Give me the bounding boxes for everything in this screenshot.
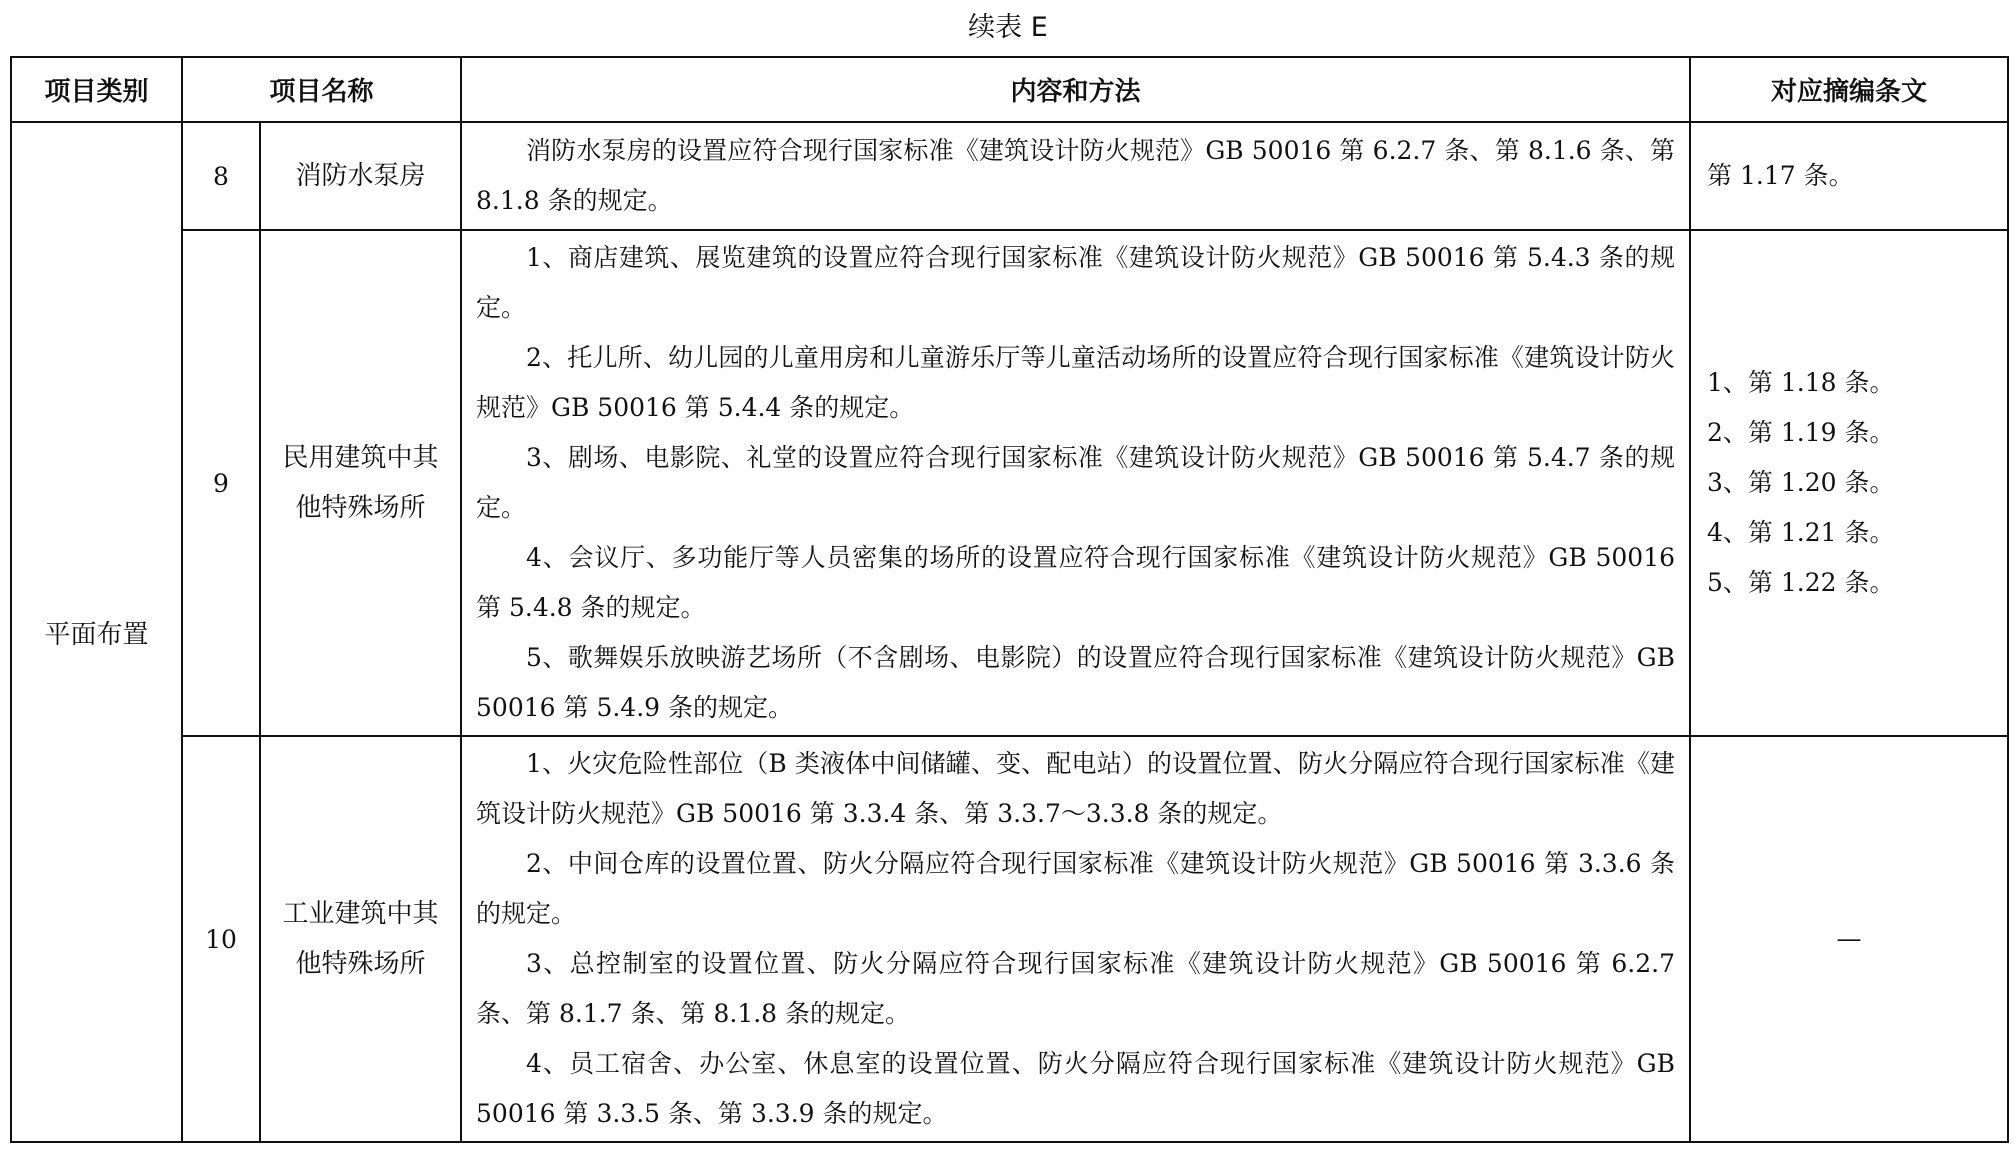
- content-paragraph: 5、歌舞娱乐放映游艺场所（不含剧场、电影院）的设置应符合现行国家标准《建筑设计防火规范》GB 50016 第 5.4.9 条的规定。: [476, 643, 1676, 722]
- item-name: 工业建筑中其他特殊场所: [260, 736, 461, 1142]
- row-number: 9: [182, 230, 260, 736]
- content-paragraph: 2、托儿所、幼儿园的儿童用房和儿童游乐厅等儿童活动场所的设置应符合现行国家标准《建筑设计防火规范》GB 50016 第 5.4.4 条的规定。: [476, 343, 1676, 422]
- content-cell: [461, 736, 1690, 1142]
- ref-item: 3、第 1.20 条。: [1707, 468, 1895, 497]
- content-paragraph: 4、会议厅、多功能厅等人员密集的场所的设置应符合现行国家标准《建筑设计防火规范》GB 50016 第 5.4.8 条的规定。: [476, 543, 1676, 622]
- content-cell: [461, 122, 1690, 230]
- content-paragraph: 3、剧场、电影院、礼堂的设置应符合现行国家标准《建筑设计防火规范》GB 50016 第 5.4.7 条的规定。: [476, 443, 1676, 522]
- ref-item: 第 1.17 条。: [1707, 161, 1854, 190]
- content-paragraph: 3、总控制室的设置位置、防火分隔应符合现行国家标准《建筑设计防火规范》GB 50016 第 6.2.7 条、第 8.1.7 条、第 8.1.8 条的规定。: [476, 949, 1676, 1028]
- header-content: 内容和方法: [461, 57, 1690, 122]
- refs-cell: [1690, 230, 2008, 736]
- header-category: 项目类别: [11, 57, 182, 122]
- category-cell: 平面布置: [11, 122, 182, 1142]
- header-name: 项目名称: [182, 57, 461, 122]
- header-row: [11, 57, 2008, 122]
- ref-item: 1、第 1.18 条。: [1707, 368, 1895, 397]
- ref-item: 2、第 1.19 条。: [1707, 418, 1895, 447]
- row-number: 8: [182, 122, 260, 230]
- ref-item: —: [1836, 924, 1862, 953]
- ref-item: 4、第 1.21 条。: [1707, 518, 1895, 547]
- row-number: 10: [182, 736, 260, 1142]
- table-row: [11, 122, 2008, 230]
- content-cell: [461, 230, 1690, 736]
- table-caption: 续表 E: [968, 12, 1048, 43]
- item-name: 消防水泵房: [260, 122, 461, 230]
- ref-item: 5、第 1.22 条。: [1707, 568, 1895, 597]
- spec-table: [10, 56, 2009, 1143]
- table-row: [11, 736, 2008, 1142]
- content-paragraph: 2、中间仓库的设置位置、防火分隔应符合现行国家标准《建筑设计防火规范》GB 50016 第 3.3.6 条的规定。: [476, 849, 1676, 928]
- refs-cell: [1690, 736, 2008, 1142]
- content-paragraph: 1、商店建筑、展览建筑的设置应符合现行国家标准《建筑设计防火规范》GB 50016 第 5.4.3 条的规定。: [476, 243, 1676, 322]
- item-name: 民用建筑中其他特殊场所: [260, 230, 461, 736]
- header-refs: 对应摘编条文: [1690, 57, 2008, 122]
- refs-cell: [1690, 122, 2008, 230]
- content-paragraph: 4、员工宿舍、办公室、休息室的设置位置、防火分隔应符合现行国家标准《建筑设计防火规范》GB 50016 第 3.3.5 条、第 3.3.9 条的规定。: [476, 1049, 1676, 1128]
- content-paragraph: 消防水泵房的设置应符合现行国家标准《建筑设计防火规范》GB 50016 第 6.2.7 条、第 8.1.6 条、第 8.1.8 条的规定。: [476, 136, 1676, 215]
- content-paragraph: 1、火灾危险性部位（B 类液体中间储罐、变、配电站）的设置位置、防火分隔应符合现行国家标准《建筑设计防火规范》GB 50016 第 3.3.4 条、第 3.3.7～3.3.8 条的规定。: [476, 749, 1676, 828]
- table-row: [11, 230, 2008, 736]
